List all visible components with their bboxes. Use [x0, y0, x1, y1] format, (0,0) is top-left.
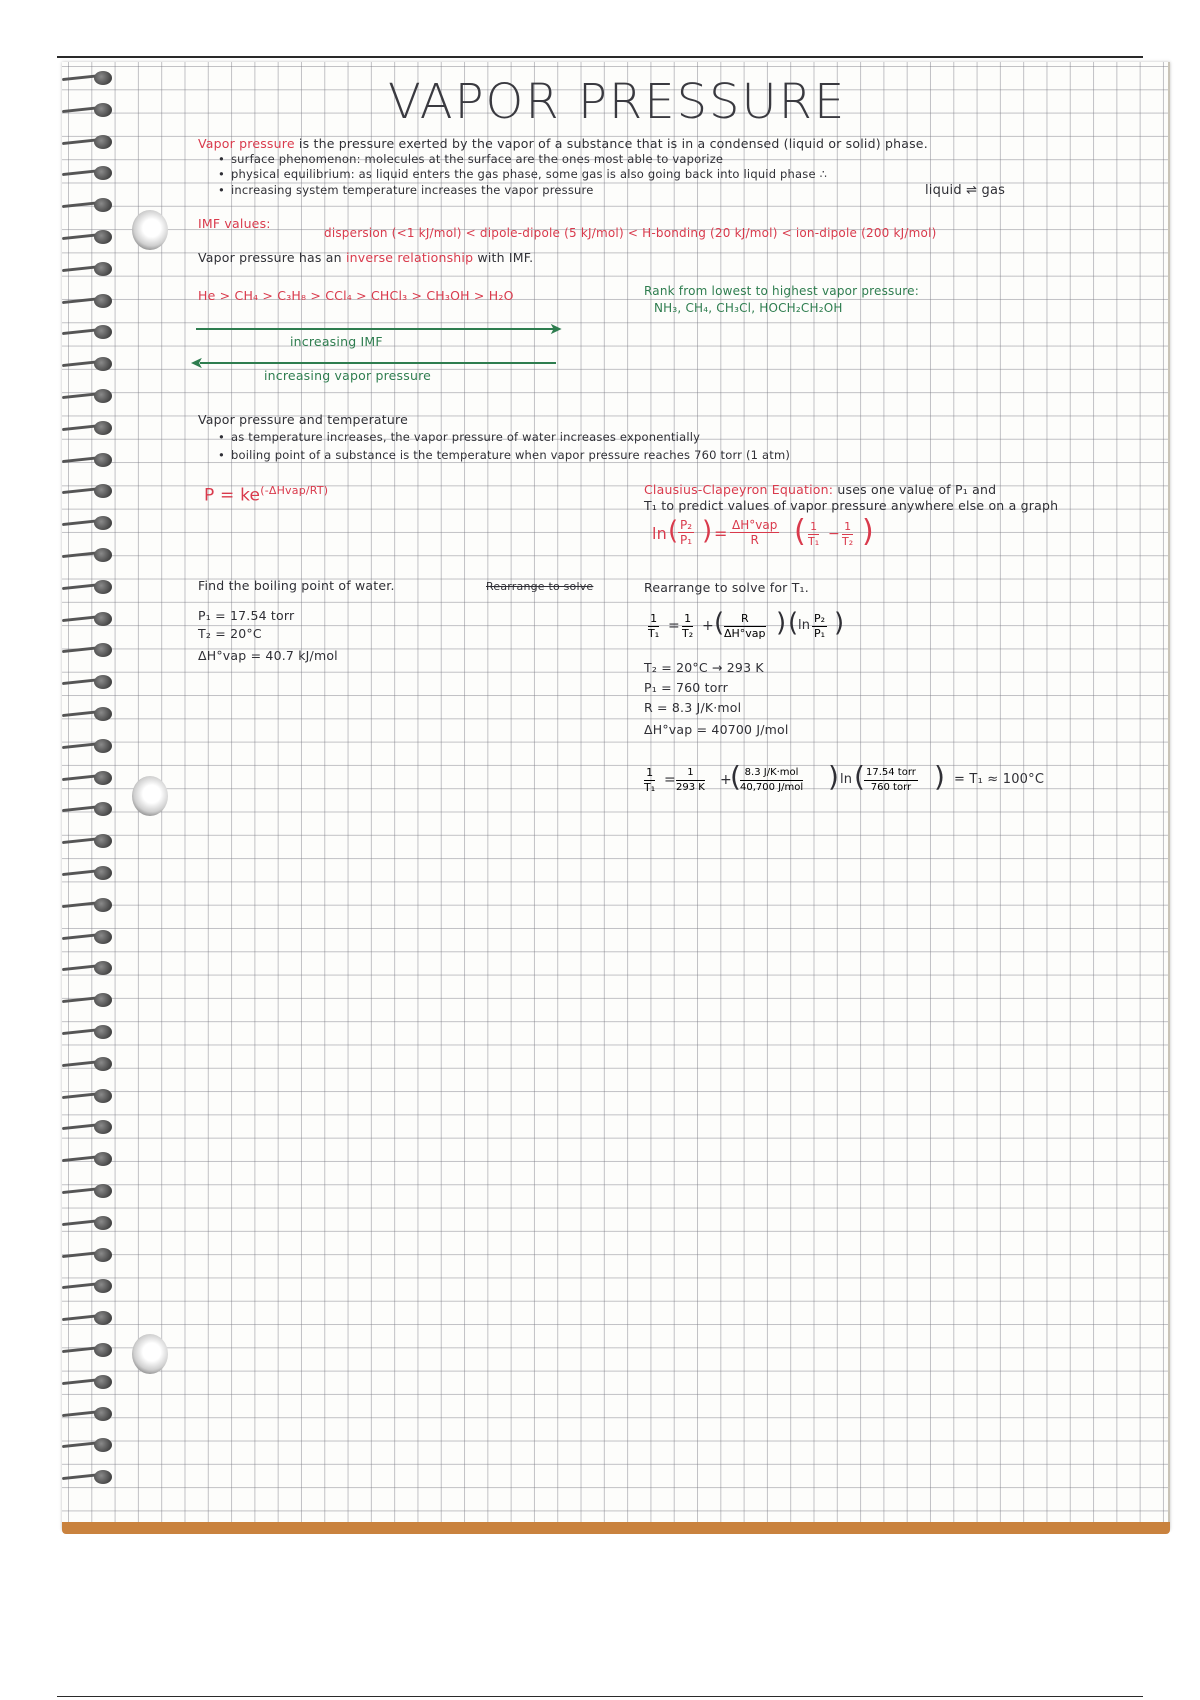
inv-t2 — [842, 520, 853, 549]
punch-hole — [132, 1334, 168, 1374]
given-value: ΔH°vap = 40.7 kJ/mol — [198, 648, 338, 663]
paren: ) — [828, 760, 840, 793]
spiral-coil — [58, 1024, 114, 1040]
final-result: = T₁ ≈ 100°C — [954, 772, 1045, 787]
spiral-coil — [58, 1215, 114, 1231]
t1: T₁ — [808, 535, 820, 548]
equals: = — [668, 618, 680, 634]
one: 1 — [842, 520, 853, 535]
formula-exponent: (-ΔHvap/RT) — [260, 484, 329, 497]
given-value: P₁ = 17.54 torr — [198, 608, 295, 623]
p2: P₂ — [680, 518, 693, 532]
relationship-pre: Vapor pressure has an — [198, 250, 342, 265]
imf-order: dispersion (<1 kJ/mol) < dipole-dipole (5 kJ/mol) < H-bonding (20 kJ/mol) < ion-dipole (200 kJ/mol) — [324, 226, 937, 240]
increasing-vp-arrow — [200, 362, 556, 364]
t1: T₁ — [644, 781, 656, 794]
increasing-vp-label: increasing vapor pressure — [264, 368, 432, 383]
page-title: VAPOR PRESSURE — [388, 74, 847, 130]
p1: P₁ — [814, 627, 826, 640]
equilibrium-note: liquid ⇌ gas — [925, 183, 1006, 198]
struck-text: Rearrange to solve — [486, 580, 594, 593]
equals: = — [664, 772, 676, 788]
paren: ( — [714, 608, 725, 638]
notebook-page-edge — [62, 1522, 1170, 1534]
bottom-rule — [57, 1696, 1143, 1697]
definition-bullet: • surface phenomenon: molecules at the surface are the ones most able to vaporize — [218, 152, 723, 166]
spiral-coil — [58, 1278, 114, 1294]
clausius-line — [644, 482, 996, 497]
t2: T₂ — [682, 627, 694, 640]
one: 1 — [808, 520, 819, 535]
exponential-formula — [204, 484, 328, 506]
paren: ( — [788, 608, 799, 638]
t1: T₁ — [648, 627, 660, 640]
spiral-coil — [58, 547, 114, 563]
problem-prompt: Find the boiling point of water. — [198, 578, 395, 593]
definition-bullet: • increasing system temperature increases the vapor pressure — [218, 183, 593, 197]
final-inv-293 — [676, 766, 705, 795]
definition-term: Vapor pressure — [198, 136, 295, 151]
paren: ) — [776, 608, 787, 638]
definition-text: is the pressure exerted by the vapor of a substance that is in a condensed (liquid or solid) phase. — [298, 136, 928, 151]
spiral-coil — [58, 897, 114, 913]
one: 1 — [644, 766, 655, 781]
spiral-coil — [58, 293, 114, 309]
paren: ) — [862, 514, 874, 549]
clausius-ln: ln — [652, 524, 667, 543]
clausius-desc-2: T₁ to predict values of vapor pressure anywhere else on a graph — [644, 498, 1059, 513]
spiral-coil — [58, 102, 114, 118]
clausius-desc: uses one value of P₁ and — [837, 482, 997, 497]
definition-line — [198, 136, 928, 151]
top-rule — [57, 56, 1143, 58]
temperature-k: 293 K — [676, 782, 705, 793]
spiral-coil — [58, 1406, 114, 1422]
paren: ( — [668, 516, 679, 546]
rank-items: NH₃, CH₄, CH₃Cl, HOCH₂CH₂OH — [654, 301, 843, 315]
spiral-coil — [58, 134, 114, 150]
p1-value: 760 torr — [870, 782, 912, 793]
spiral-coil — [58, 929, 114, 945]
punch-hole — [132, 776, 168, 816]
spiral-coil — [58, 960, 114, 976]
temperature-bullet: • boiling point of a substance is the temperature when vapor pressure reaches 760 torr (1 atm) — [218, 448, 790, 462]
spiral-coil — [58, 1342, 114, 1358]
paren: ( — [730, 760, 742, 793]
relationship-post: with IMF. — [477, 250, 534, 265]
arrow-head-right: ➤ — [549, 319, 563, 338]
spiral-coil — [58, 452, 114, 468]
dh-vap: ΔH°vap — [732, 518, 778, 532]
final-inv-t1 — [644, 766, 655, 795]
one: 1 — [676, 766, 705, 781]
known-value: P₁ = 760 torr — [644, 680, 729, 695]
spiral-coil — [58, 992, 114, 1008]
paren: ) — [702, 516, 713, 546]
pressure-ratio — [678, 518, 694, 547]
ln: ln — [840, 772, 853, 787]
spiral-coil — [58, 770, 114, 786]
ln: ln — [798, 618, 811, 633]
spiral-coil — [58, 1183, 114, 1199]
spiral-coil — [58, 1247, 114, 1263]
spiral-coil — [58, 356, 114, 372]
formula-base: P = ke — [204, 485, 261, 506]
spiral-coil — [58, 642, 114, 658]
final-r-over-dh — [740, 766, 803, 795]
spiral-coil — [58, 261, 114, 277]
clausius-name: Clausius-Clapeyron Equation: — [644, 482, 834, 497]
paren: ) — [834, 608, 845, 638]
spiral-coil — [58, 229, 114, 245]
gas-constant: R — [750, 533, 759, 547]
spiral-coil — [58, 1469, 114, 1485]
imf-label: IMF values: — [198, 216, 271, 231]
arrow-head-left: ➤ — [190, 353, 204, 372]
spiral-coil — [58, 706, 114, 722]
given-value: T₂ = 20°C — [198, 626, 262, 641]
punch-hole — [132, 210, 168, 250]
gas-constant-value: 8.3 J/K·mol — [740, 766, 803, 781]
paren: ) — [934, 760, 946, 793]
known-value: T₂ = 20°C → 293 K — [644, 660, 764, 675]
spiral-coil — [58, 611, 114, 627]
spiral-coil — [58, 1437, 114, 1453]
p2: P₂ — [814, 612, 826, 625]
plus: + — [702, 618, 714, 634]
temperature-bullet: • as temperature increases, the vapor pressure of water increases exponentially — [218, 430, 700, 444]
paren: ( — [794, 514, 806, 549]
notebook-page — [62, 62, 1170, 1530]
spiral-coil — [58, 420, 114, 436]
spiral-coil — [58, 579, 114, 595]
spiral-coil — [58, 1119, 114, 1135]
imf-relationship — [198, 250, 533, 265]
one: 1 — [682, 612, 693, 627]
spiral-binding — [58, 70, 118, 1510]
spiral-coil — [58, 197, 114, 213]
spiral-coil — [58, 483, 114, 499]
spiral-coil — [58, 388, 114, 404]
spiral-coil — [58, 1056, 114, 1072]
r-over-dh — [724, 612, 766, 641]
spiral-coil — [58, 70, 114, 86]
enthalpy-ratio — [730, 518, 779, 547]
one: 1 — [648, 612, 659, 627]
equals: = — [714, 524, 728, 543]
increasing-imf-arrow — [196, 328, 556, 330]
final-pressure-ratio — [864, 766, 918, 795]
inv-t1-rearranged — [648, 612, 659, 641]
spiral-coil — [58, 865, 114, 881]
t2: T₂ — [842, 535, 854, 548]
p2-value: 17.54 torr — [864, 766, 918, 781]
minus: − — [828, 526, 840, 542]
plus: + — [720, 772, 732, 788]
imf-series: He > CH₄ > C₃H₈ > CCl₄ > CHCl₃ > CH₃OH > H₂O — [198, 288, 514, 303]
definition-bullet: • physical equilibrium: as liquid enters the gas phase, some gas is also going back into liquid phase ∴ — [218, 167, 827, 181]
dh-vap: ΔH°vap — [724, 627, 766, 640]
relationship-term: inverse relationship — [345, 250, 474, 265]
spiral-coil — [58, 801, 114, 817]
spiral-coil — [58, 515, 114, 531]
gas-constant: R — [724, 612, 766, 627]
p1: P₁ — [680, 533, 693, 547]
dh-vap-value: 40,700 J/mol — [740, 782, 804, 793]
known-value: ΔH°vap = 40700 J/mol — [644, 722, 789, 737]
spiral-coil — [58, 1310, 114, 1326]
pressure-ratio — [812, 612, 827, 641]
increasing-imf-label: increasing IMF — [290, 334, 383, 349]
spiral-coil — [58, 1374, 114, 1390]
rearrange-note: Rearrange to solve for T₁. — [644, 580, 809, 595]
spiral-coil — [58, 1151, 114, 1167]
inv-t2-rearranged — [682, 612, 693, 641]
spiral-coil — [58, 738, 114, 754]
known-value: R = 8.3 J/K·mol — [644, 700, 742, 715]
inv-t1 — [808, 520, 819, 549]
spiral-coil — [58, 674, 114, 690]
spiral-coil — [58, 165, 114, 181]
paren: ( — [854, 760, 866, 793]
spiral-coil — [58, 1088, 114, 1104]
spiral-coil — [58, 833, 114, 849]
spiral-coil — [58, 324, 114, 340]
rank-title: Rank from lowest to highest vapor pressure: — [644, 284, 919, 298]
temperature-heading: Vapor pressure and temperature — [198, 412, 408, 427]
